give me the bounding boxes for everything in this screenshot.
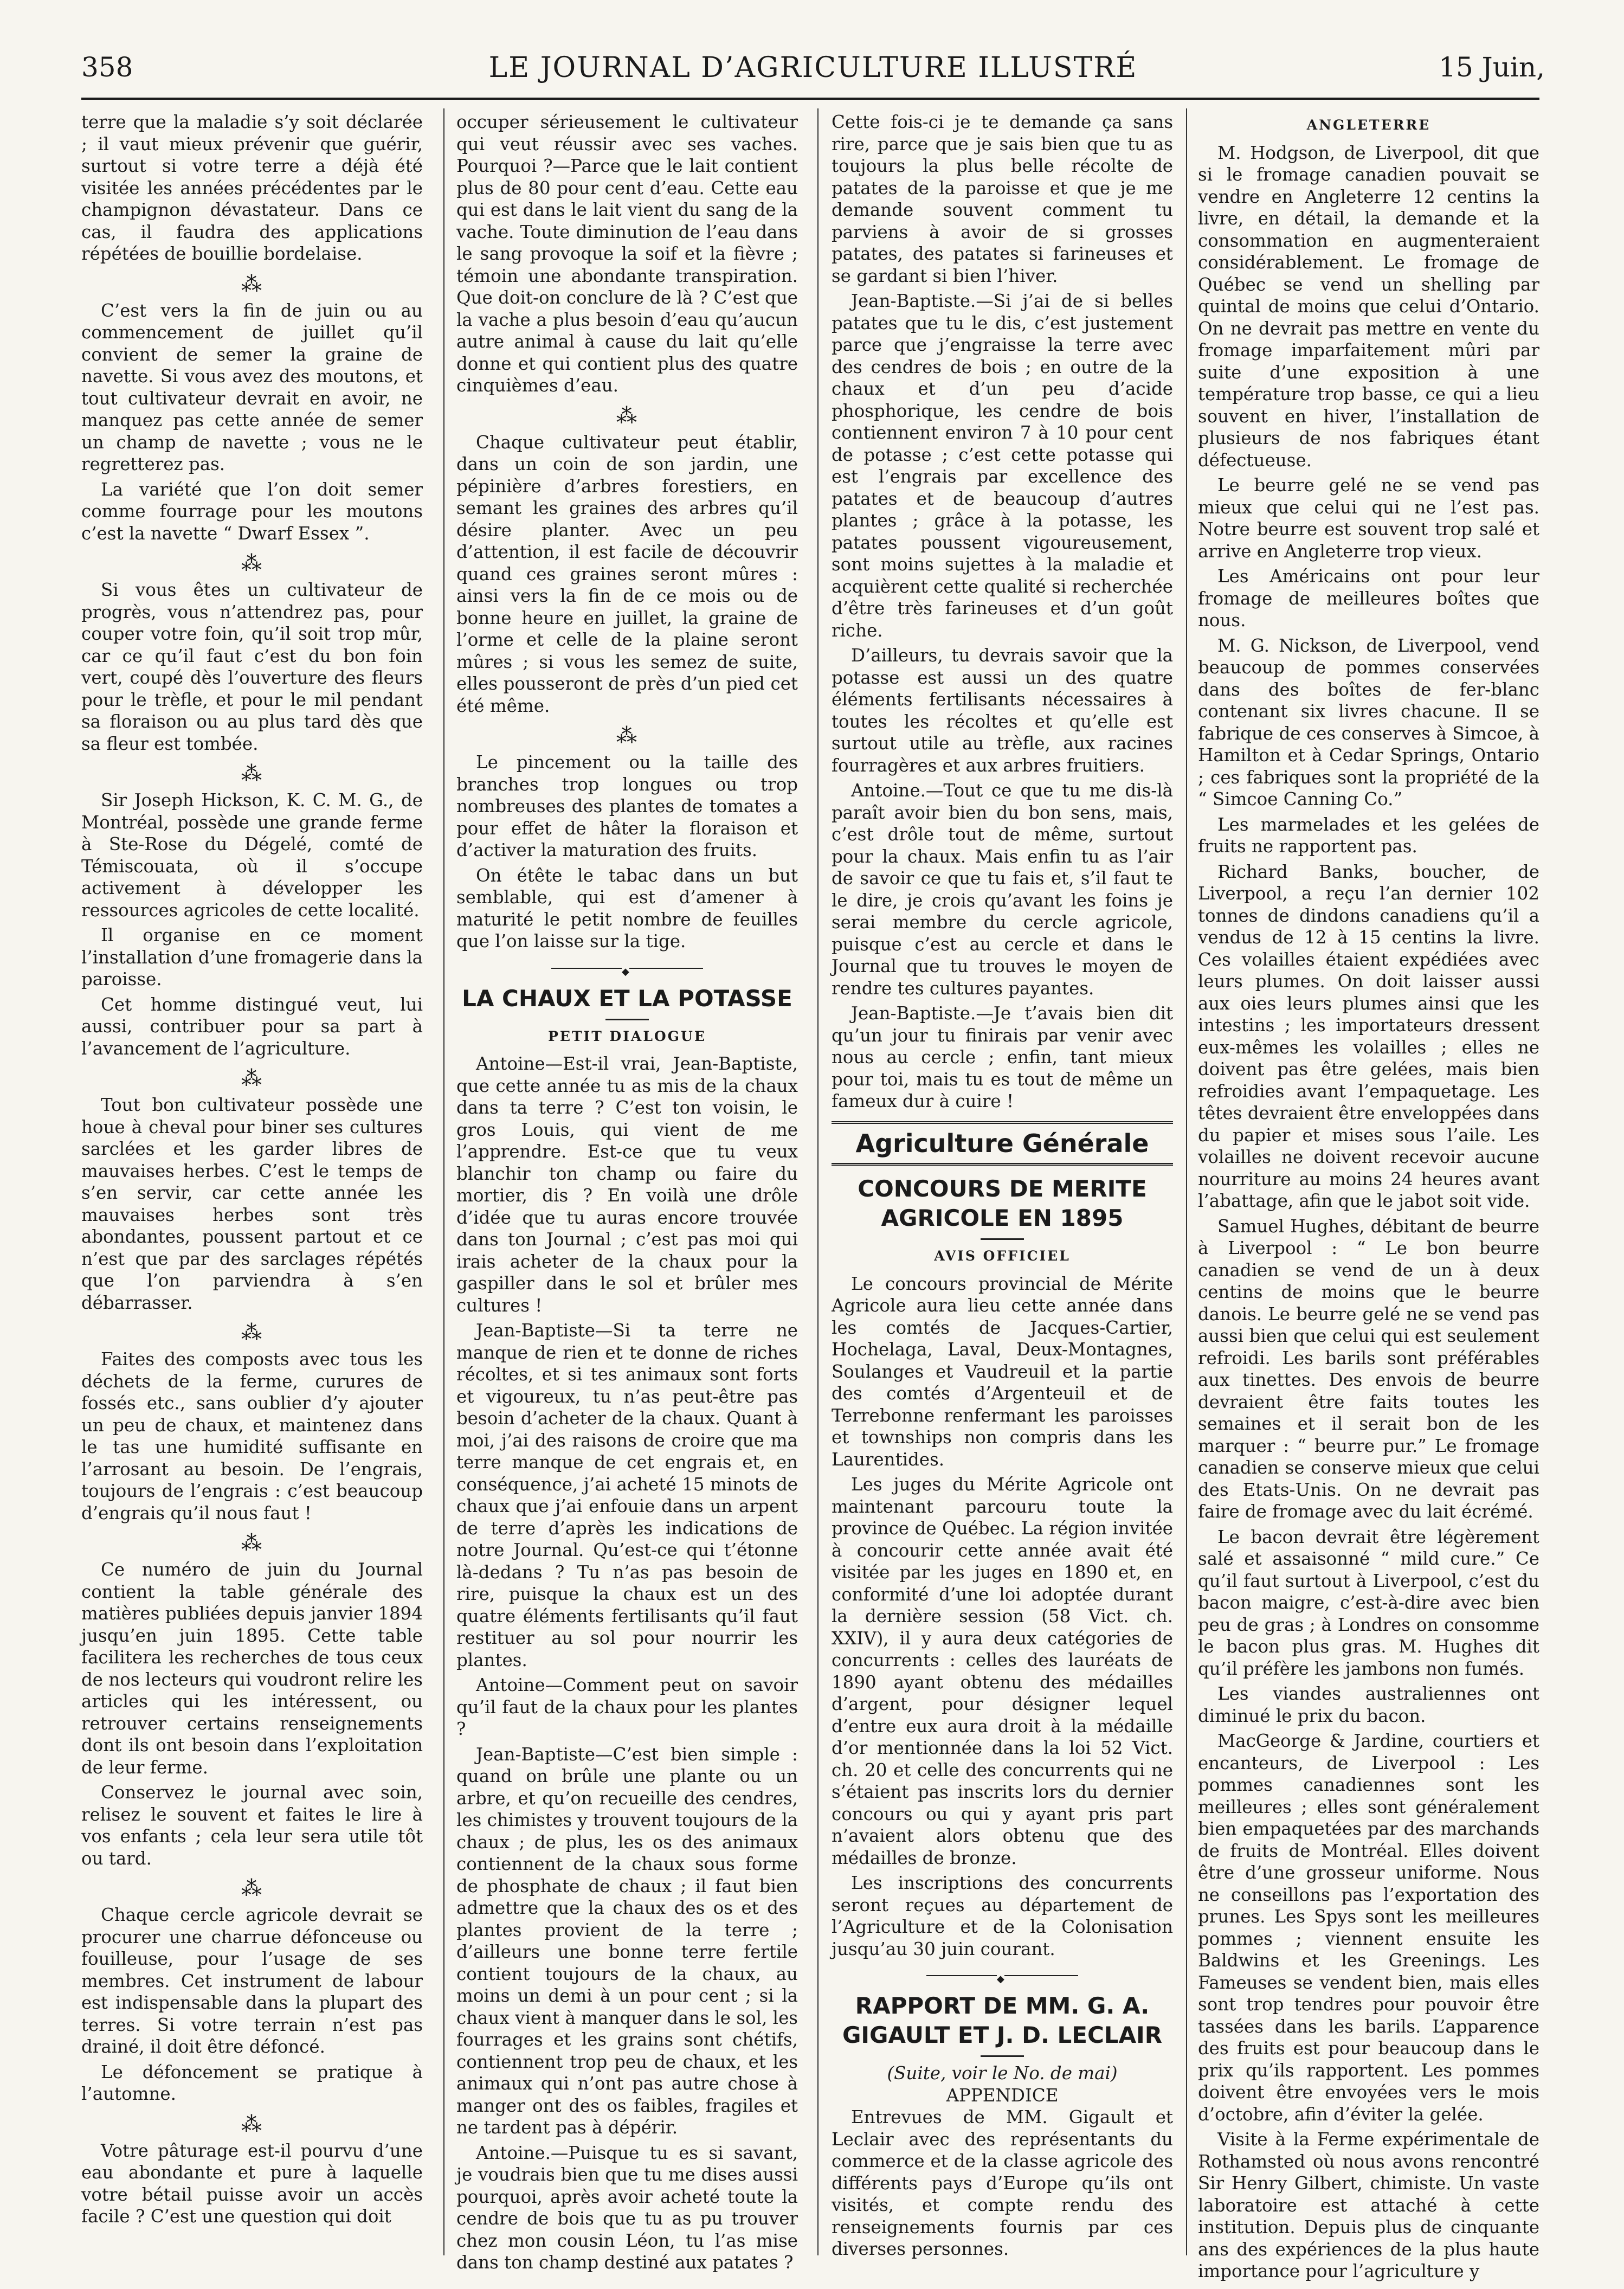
asterism: ⁂ xyxy=(241,1321,263,1345)
article-note: (Suite, voir le No. de mai) xyxy=(887,2063,1118,2084)
dialogue-paragraph: Jean-Baptiste—Si ta terre ne manque de rien et te donne de riches récoltes, et si tes animaux sont forts et vigoureux, tu n’as peut-être pas besoin d’acheter de la chaux. Quant à moi, j’ai des raisons de croire que ma terre manque de cet engrais et, en conséquence, j’ai acheté 15 minots de chaux que j’ai enfouie dans un arpent de terre d’après les indications de notre Journal. Qu’est-ce qui t’étonne là-dedans ? Tu n’as pas besoin de rire, puisque la chaux est un des quatre éléments fertilisants qu’il faut restituer au sol pour nourrir les plantes. xyxy=(456,1320,798,1670)
column-divider xyxy=(1186,108,1187,2255)
dialogue-paragraph: Jean-Baptiste—C’est bien simple : quand on brûle une plante ou un arbre, et qu’on recueille des cendres, les chimistes y trouvent toujours de la chaux ; de plus, les os des animaux contiennent de la chaux sous forme de phosphate de chaux ; il faut bien admettre que la chaux des os et des plantes provient de la terre ; d’ailleurs une bonne terre fertile contient toujours de la chaux, au moins un demi à un pour cent ; si la chaux vient à manquer dans le sol, les fourrages et les grains sont chétifs, contiennent trop peu de chaux, et les animaux qui n’ont pas autre chose à manger ont des os faibles, fragiles et ne tardent pas à dépérir. xyxy=(456,1744,798,2138)
asterism: ⁂ xyxy=(616,724,638,748)
title-rule xyxy=(981,1238,1024,1240)
asterism: ⁂ xyxy=(241,1531,263,1555)
paragraph: Si vous êtes un cultivateur de progrès, vous n’attendrez pas, pour couper votre foin, qu’il soit trop mûr, car ce qu’il faut c’est du bon foin vert, coupé dès l’ouverture des fleurs pour le trèfle, et pour le mil pendant sa floraison ou au plus tard dès que sa fleur est tombée. xyxy=(81,580,423,754)
paragraph: La variété que l’on doit semer comme fourrage pour les moutons c’est la navette “ Dwarf Essex ”. xyxy=(81,479,423,544)
journal-title: LE JOURNAL D’AGRICULTURE ILLUSTRÉ xyxy=(488,52,1138,84)
dialogue-paragraph: Antoine—Est-il vrai, Jean-Baptiste, que cette année tu as mis de la chaux dans ta terre ? C’est ton voisin, le gros Louis, qui vient de me l’apprendre. Est-ce que tu veux blanchir ton champ ou faire du mortier, dis ? En voilà une drôle d’idée que tu auras encore trouvée dans ton Journal ; c’est pas moi qui irais acheter de la chaux pour la gaspiller dans le sol et brûler mes cultures ! xyxy=(456,1053,798,1316)
paragraph: Le pincement ou la taille des branches trop longues ou trop nombreuses des plantes de tomates a pour effet de hâter la floraison et d’activer la maturation des fruits. xyxy=(456,752,798,860)
dialogue-paragraph: D’ailleurs, tu devrais savoir que la potasse est aussi un des quatre éléments fertilisants nécessaires à toutes les récoltes et qu’elle est surtout utile au trèfle, aux racines fourragères et aux arbres fruitiers. xyxy=(832,645,1173,776)
section-banner: Agriculture Générale xyxy=(832,1121,1173,1166)
asterism: ⁂ xyxy=(241,762,263,786)
page-number: 358 xyxy=(81,52,133,83)
title-rule xyxy=(605,1019,649,1020)
asterism: ⁂ xyxy=(241,551,263,575)
paragraph: Entrevues de MM. Gigault et Leclair avec des représentants du commerce et de la classe agricole des différents pays d’Europe qu’ils ont visités, et compte rendu des renseignements fournis par ces diverses personnes. xyxy=(832,2107,1173,2259)
article-title: CONCOURS DE MERITE AGRICOLE EN 1895 xyxy=(858,1175,1147,1231)
paragraph: Conservez le journal avec soin, relisez le souvent et faites le lire à vos enfants ; cela leur sera utile tôt ou tard. xyxy=(81,1782,423,1869)
column-1 xyxy=(81,111,423,2258)
column-4 xyxy=(1198,111,1539,2281)
paragraph: Les viandes australiennes ont diminué le prix du bacon. xyxy=(1198,1683,1539,1726)
asterism: ⁂ xyxy=(241,1876,263,1900)
asterism: ⁂ xyxy=(616,403,638,428)
paragraph: Le bacon devrait être légèrement salé et assaisonné “ mild cure.” Ce qu’il faut surtout à Liverpool, c’est du bacon maigre, c’est-à-dire avec bien peu de gras ; à Londres on consomme le bacon plus gras. M. Hughes dit qu’il préfère les jambons non fumés. xyxy=(1198,1526,1539,1679)
page-header xyxy=(81,52,1545,89)
paragraph: Faites des composts avec tous les déchets de la ferme, curures de fossés etc., sans oublier d’y ajouter un peu de chaux, et maintenez dans le tas une humidité suffisante en l’arrosant au besoin. De l’engrais, toujours de l’engrais : c’est beaucoup d’engrais qu’il nous faut ! xyxy=(81,1349,423,1523)
section-subtitle: PETIT DIALOGUE xyxy=(548,1028,706,1044)
paragraph: Chaque cercle agricole devrait se procurer une charrue défonceuse ou fouilleuse, pour l’usage de ses membres. Cet instrument de labour est indispensable dans la plupart des terres. Si votre terrain n’est pas drainé, il doit être défoncé. xyxy=(81,1905,423,2057)
ornamental-rule xyxy=(551,968,703,969)
paragraph: Les inscriptions des concurrents seront reçues au département de l’Agriculture et de la Colonisation jusqu’au 30 juin courant. xyxy=(832,1873,1173,1959)
paragraph: Richard Banks, boucher, de Liverpool, a reçu l’an dernier 102 tonnes de dindons canadiens qu’il a vendus de 12 à 15 centins la livre. Ces volailles étaient expédiées avec leurs plumes. On doit laisser aussi aux oies leurs plumes ainsi que les intestins ; les importateurs dressent eux-mêmes les volailles ; elles ne doivent pas être gelées, mais bien refroidies avant l’empaquetage. Les têtes devraient être enveloppées dans du papier et mises sous l’aile. Les volailles ne doivent recevoir aucune nourriture au moins 24 heures avant l’abattage, afin que le jabot soit vide. xyxy=(1198,861,1539,1211)
paragraph: MacGeorge & Jardine, courtiers et encanteurs, de Liverpool : Les pommes canadiennes sont les meilleures ; elles sont généralement bien empaquetées par des marchands de fruits de Montréal. Elles doivent être d’une grosseur uniforme. Nous ne conseillons pas l’exportation des prunes. Les Spys sont les meilleures pommes ; viennent ensuite les Baldwins et les Greenings. Les Fameuses se vendent bien, mais elles sont trop tendres pour pouvoir être tassées dans les barils. L’apparence des fruits est pour beaucoup dans le prix qu’ils rapportent. Les pommes doivent être envoyées vers le mois d’octobre, afin d’éviter la gelée. xyxy=(1198,1731,1539,2125)
paragraph: Le concours provincial de Mérite Agricole aura lieu cette année dans les comtés de Jacques-Cartier, Hochelaga, Laval, Deux-Montagnes, Soulanges et Vaudreuil et la partie des comtés d’Argenteuil et de Terrebonne renfermant les paroisses et townships non compris dans les Laurentides. xyxy=(832,1273,1173,1470)
column-2 xyxy=(456,111,798,2273)
paragraph: Les juges du Mérite Agricole ont maintenant parcouru toute la province de Québec. La région invitée à concourir cette année avait été visitée par les juges en 1890 et, en conformité d’une loi adoptée durant la dernière session (58 Vict. ch. XXIV), il y aura deux catégories de concurrents : celles des lauréats de 1890 ayant obtenu des médailles d’argent, pour désigner lequel d’entre eux aura droit à la médaille d’or mentionnée dans la loi 52 Vict. ch. 20 et celle des concurrents qui ne s’étaient pas inscrits lors du dernier concours ou qui y ayant pris part n’avaient alors obtenu que des médailles de bronze. xyxy=(832,1474,1173,1868)
paragraph: Le beurre gelé ne se vend pas mieux que celui qui ne l’est pas. Notre beurre est souvent trop salé et arrive en Angleterre trop vieux. xyxy=(1198,475,1539,562)
paragraph: Les Américains ont pour leur fromage de meilleures boîtes que nous. xyxy=(1198,566,1539,631)
paragraph: Les marmelades et les gelées de fruits ne rapportent pas. xyxy=(1198,814,1539,857)
paragraph: Chaque cultivateur peut établir, dans un coin de son jardin, une pépinière d’arbres forestiers, en semant les graines des arbres qu’il désire planter. Avec un peu d’attention, il est facile de découvrir quand ces graines seront mûres : ainsi vers la fin de ce mois ou de bonne heure en juillet, la graine de l’orme et celle de la plaine seront mûres ; si vous les semez de suite, elles pousseront de près d’un pied cet été même. xyxy=(456,432,798,716)
column-divider xyxy=(443,108,444,2255)
paragraph: Visite à la Ferme expérimentale de Rothamsted où nous avons rencontré Sir Henry Gilbert, chimiste. Un vaste laboratoire est attaché à cette institution. Depuis plus de cinquante ans des expériences de la plus haute importance pour l’agriculture y xyxy=(1198,2129,1539,2281)
column-3 xyxy=(832,111,1173,2258)
dialogue-paragraph: Antoine—Comment peut on savoir qu’il faut de la chaux pour les plantes ? xyxy=(456,1675,798,1739)
dialogue-paragraph: Jean-Baptiste.—Si j’ai de si belles patates que tu le dis, c’est justement parce que j’engraisse la terre avec des cendres de bois ; en outre de la chaux et d’un peu d’acide phosphorique, les cendre de bois contiennent environ 7 à 10 pour cent de potasse ; c’est cette potasse qui est l’engrais par excellence des patates et de beaucoup d’autres plantes ; grâce à la potasse, les patates poussent vigoureusement, sont moins sujettes à la maladie et acquièrent cette qualité si recherchée d’être très farineuses et d’un goût riche. xyxy=(832,291,1173,641)
title-rule xyxy=(981,2055,1024,2057)
paragraph: M. G. Nickson, de Liverpool, vend beaucoup de pommes conservées dans des boîtes de fer-blanc contenant six livres chacune. Il se fabrique de ces conserves à Simcoe, à Hamilton et à Cedar Springs, Ontario ; ces fabriques sont la propriété de la “ Simcoe Canning Co.” xyxy=(1198,635,1539,809)
paragraph: C’est vers la fin de juin ou au commencement de juillet qu’il convient de semer la graine de navette. Si vous avez des moutons, et tout cultivateur devrait en avoir, ne manquez pas cette année de semer un champ de navette ; vous ne le regretterez pas. xyxy=(81,300,423,474)
paragraph: On étête le tabac dans un but semblable, qui est d’amener à maturité le petit nombre de feuilles que l’on laisse sur la tige. xyxy=(456,865,798,951)
section-title: LA CHAUX ET LA POTASSE xyxy=(462,985,792,1012)
header-rule xyxy=(81,98,1539,100)
paragraph: M. Hodgson, de Liverpool, dit que si le fromage canadien pouvait se vendre en Angleterre 12 centins la livre, en détail, la demande et la consommation en augmenteraient considérablement. Le fromage de Québec se vend un shelling par quintal de moins que celui d’Ontario. On ne devrait pas mettre en vente du fromage imparfaitement mûri par suite d’une exposition à une température trop basse, ce qui a lieu souvent en hiver, l’installation de plusieurs de nos fabriques étant défectueuse. xyxy=(1198,142,1539,471)
dialogue-paragraph: Jean-Baptiste.—Je t’avais bien dit qu’un jour tu finirais par venir avec nous au cercle ; enfin, tant mieux pour toi, mais tu es tout de même un fameux dur à cuire ! xyxy=(832,1003,1173,1111)
paragraph: occuper sérieusement le cultivateur qui veut réussir avec ses vaches. Pourquoi ?—Parce que le lait contient plus de 80 pour cent d’eau. Cette eau qui est dans le lait vient du sang de la vache. Toute diminution de l’eau dans le sang provoque la soif et la fièvre ; témoin une abondante transpiration. Que doit-on conclure de là ? C’est que la vache a plus besoin d’eau qu’aucun autre animal à cause du lait qu’elle donne et qui contient plus des quatre cinquièmes d’eau. xyxy=(456,112,798,396)
asterism: ⁂ xyxy=(241,1066,263,1090)
article-subtitle: AVIS OFFICIEL xyxy=(934,1248,1071,1264)
paragraph: Tout bon cultivateur possède une houe à cheval pour biner ses cultures sarclées et les garder libres de mauvaises herbes. C’est le temps de s’en servir, car cette année les mauvaises herbes sont très abondantes, poussent partout et ce n’est que par des sarclages répétés que l’on parviendra à s’en débarrasser. xyxy=(81,1095,423,1313)
paragraph: terre que la maladie s’y soit déclarée ; il vaut mieux prévenir que guérir, surtout si votre terre a déjà été visitée les années précédentes par le champignon dévastateur. Dans ce cas, il faudra des applications répétées de bouillie bordelaise. xyxy=(81,112,423,264)
article-title: RAPPORT DE MM. G. A. GIGAULT ET J. D. LECLAIR xyxy=(842,1992,1163,2048)
column-divider xyxy=(817,108,819,2255)
dialogue-paragraph: Cette fois-ci je te demande ça sans rire, parce que je sais bien que tu as toujours la plus belle récolte de patates de la paroisse et que je me demande souvent comment tu parviens à avoir de si grosses patates, des patates si farineuses et se gardant si bien l’hiver. xyxy=(832,112,1173,286)
article-subtitle: APPENDICE xyxy=(946,2085,1059,2106)
paragraph: Sir Joseph Hickson, K. C. M. G., de Montréal, possède une grande ferme à Ste-Rose du Dégelé, comté de Témiscouata, où il s’occupe activement à développer les ressources agricoles de cette localité. xyxy=(81,790,423,921)
paragraph: Votre pâturage est-il pourvu d’une eau abondante et pure à laquelle votre bétail puisse avoir un accès facile ? C’est une question qui doit xyxy=(81,2140,423,2227)
paragraph: Le défoncement se pratique à l’automne. xyxy=(81,2061,423,2104)
paragraph: Ce numéro de juin du Journal contient la table générale des matières publiées depuis janvier 1894 jusqu’en juin 1895. Cette table facilitera les recherches de tous ceux de nos lecteurs qui voudront relire les articles qui les intéressent, ou retrouver certains renseignements dont ils ont besoin dans l’exploitation de leur ferme. xyxy=(81,1559,423,1778)
asterism: ⁂ xyxy=(241,2112,263,2136)
issue-date: 15 Juin, xyxy=(1439,52,1545,83)
asterism: ⁂ xyxy=(241,272,263,296)
paragraph: Il organise en ce moment l’installation d’une fromagerie dans la paroisse. xyxy=(81,925,423,989)
dialogue-paragraph: Antoine.—Tout ce que tu me dis-là paraît avoir bien du bon sens, mais, c’est drôle tout de même, surtout pour la chaux. Mais enfin tu as l’air de savoir ce que tu fais et, s’il faut te le dire, je crois qu’avant les foins je serai membre du cercle agricole, puisque c’est au cercle et dans le Journal que tu trouves le moyen de rendre tes cultures payantes. xyxy=(832,780,1173,999)
paragraph: Cet homme distingué veut, lui aussi, contribuer pour sa part à l’avancement de l’agriculture. xyxy=(81,994,423,1059)
country-heading: ANGLETERRE xyxy=(1306,117,1431,133)
paragraph: Samuel Hughes, débitant de beurre à Liverpool : “ Le bon beurre canadien se vend de un à deux centins de moins que le beurre danois. Le beurre gelé ne se vend pas aussi bien que celui qui est seulement refroidi. Les barils sont préférables aux tinettes. Des envois de beurre devraient être faits toutes les semaines et il serait bon de les marquer : “ beurre pur.” Le fromage canadien se conserve mieux que celui des Etats-Unis. On ne devrait pas faire de fromage avec du lait écrémé. xyxy=(1198,1216,1539,1522)
ornamental-rule xyxy=(926,1975,1078,1976)
dialogue-paragraph: Antoine.—Puisque tu es si savant, je voudrais bien que tu me dises aussi pourquoi, après avoir acheté toute la cendre de bois que tu as pu trouver chez mon cousin Léon, tu l’as mise dans ton champ destiné aux patates ? xyxy=(456,2142,798,2273)
